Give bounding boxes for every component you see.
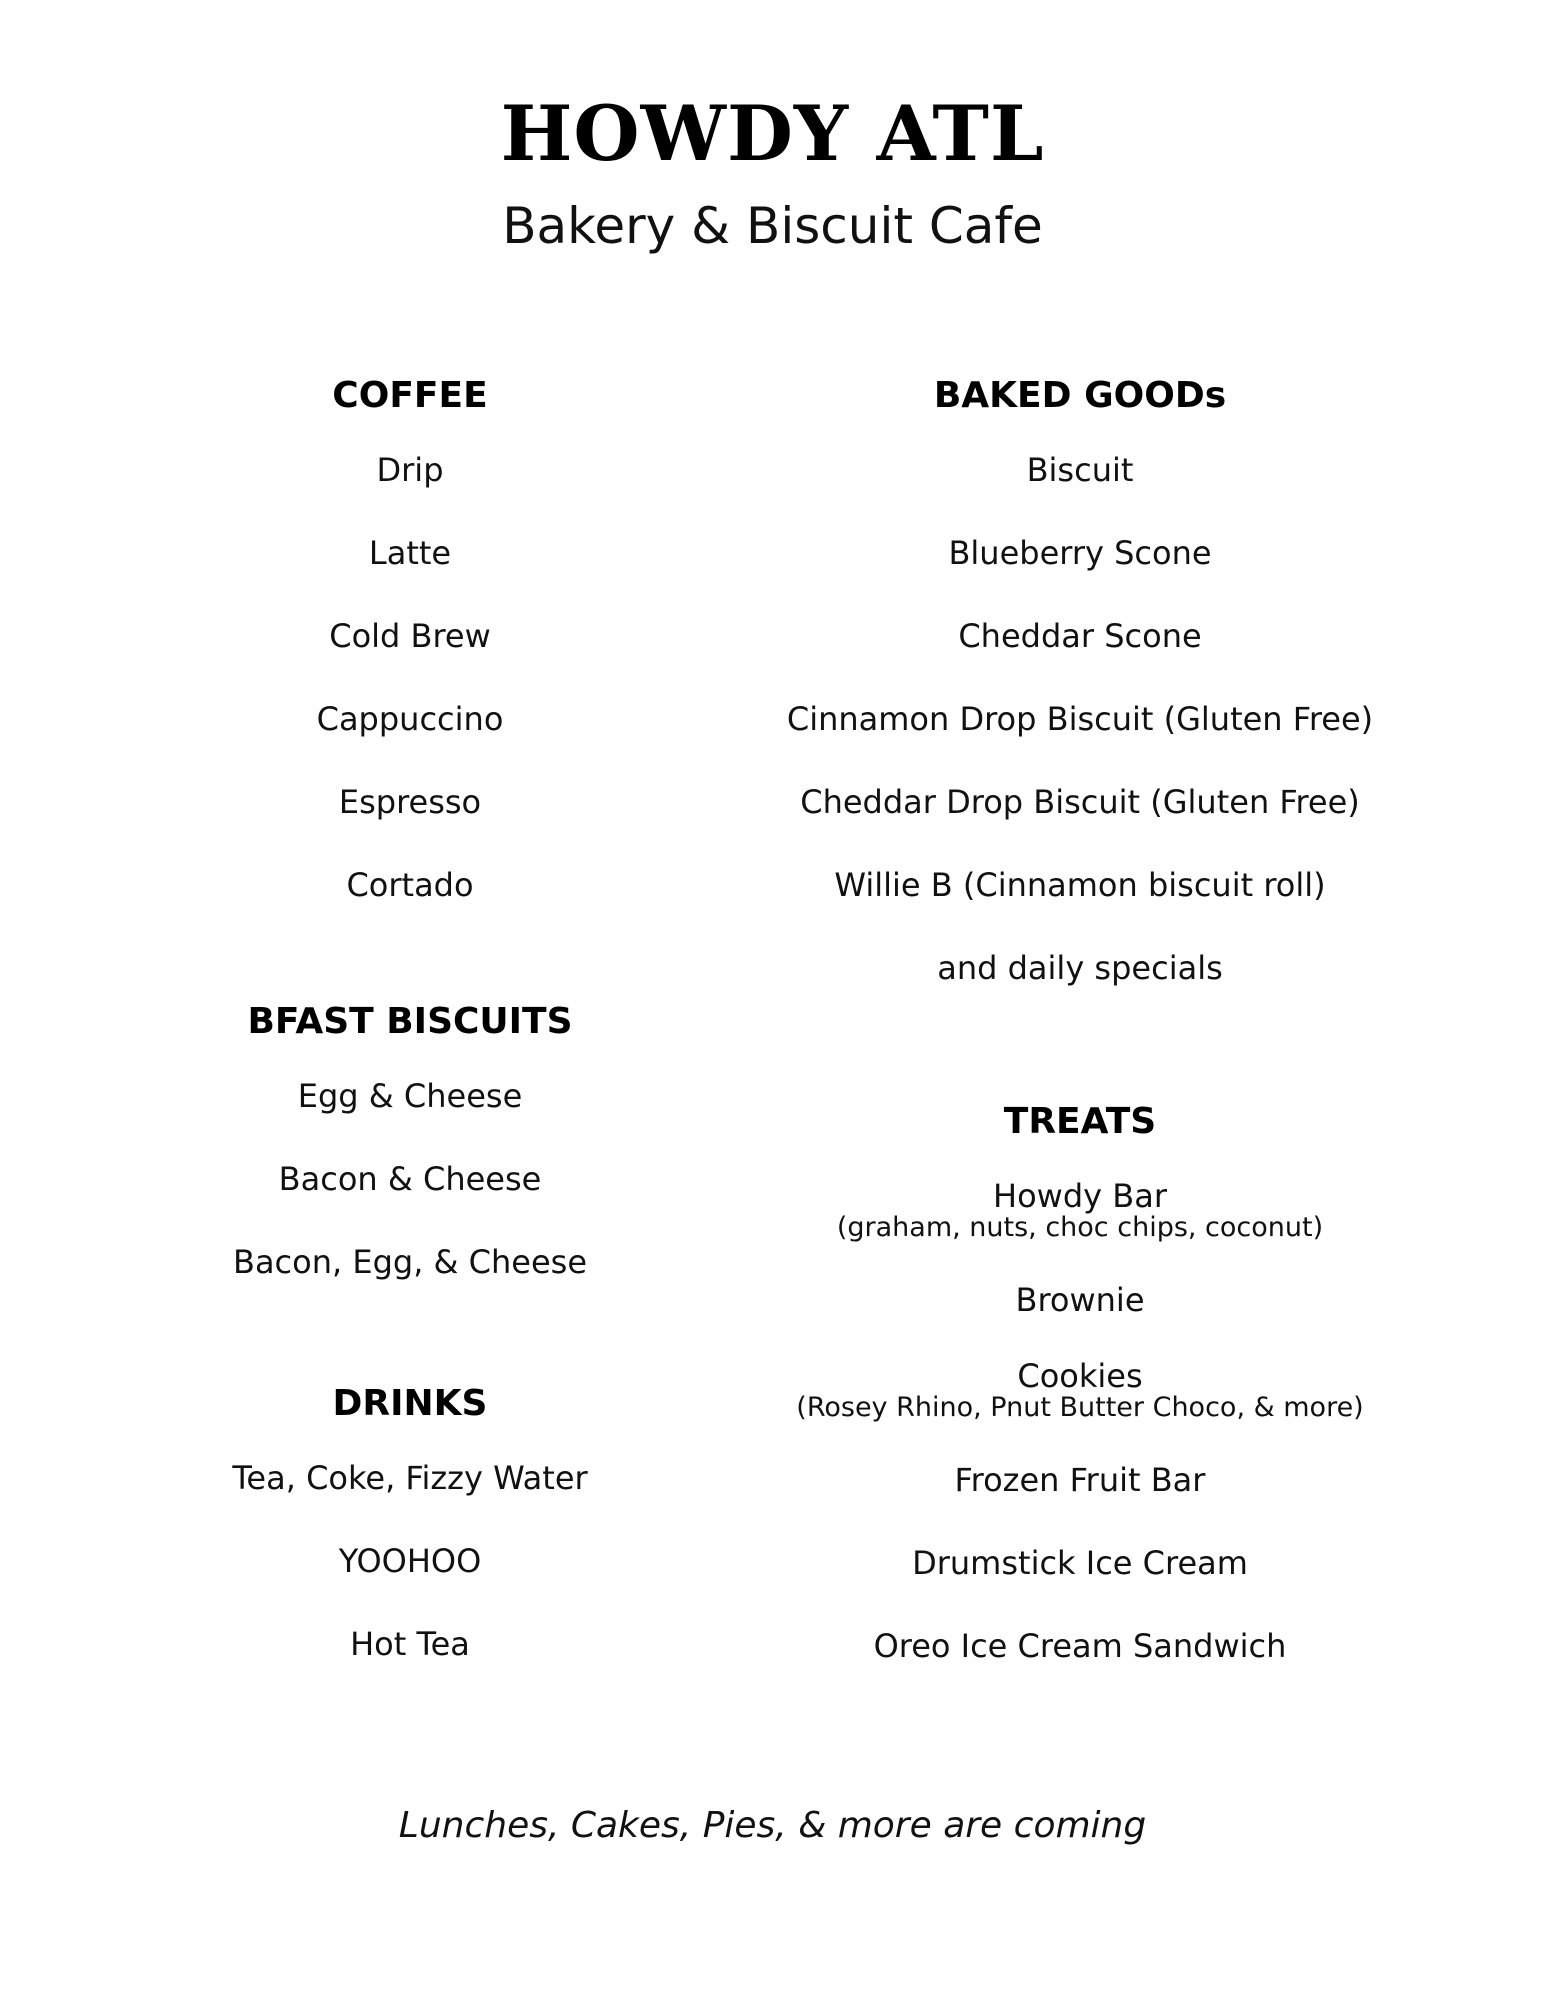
- bfast-biscuits-heading: BFAST BISCUITS: [247, 1001, 573, 1042]
- bfast-biscuits-section: [210, 1000, 610, 1325]
- menu-item: Willie B (Cinnamon biscuit roll): [834, 866, 1326, 904]
- coffee-heading: COFFEE: [332, 375, 488, 416]
- menu-item: Cortado: [346, 866, 474, 904]
- menu-item: Bacon, Egg, & Cheese: [232, 1243, 588, 1281]
- menu-item: and daily specials: [937, 949, 1223, 987]
- menu-item-note: (graham, nuts, choc chips, coconut): [836, 1212, 1324, 1243]
- treats-section: [760, 1100, 1400, 1709]
- baked-goods-heading: BAKED GOODs: [933, 375, 1227, 416]
- baked-goods-section: [760, 374, 1400, 1031]
- menu-item: Cheddar Scone: [958, 617, 1202, 655]
- right-column: [760, 0, 1400, 2000]
- menu-item: Hot Tea: [350, 1625, 470, 1663]
- menu-item: Tea, Coke, Fizzy Water: [232, 1459, 588, 1497]
- menu-item: Brownie: [1015, 1281, 1145, 1319]
- coffee-section: [210, 374, 610, 948]
- menu-item: Oreo Ice Cream Sandwich: [873, 1627, 1287, 1665]
- footer-note: Lunches, Cakes, Pies, & more are coming: [398, 1805, 1147, 1846]
- menu-item: Frozen Fruit Bar: [954, 1461, 1206, 1499]
- page-title: HOWDY ATL: [500, 89, 1045, 178]
- menu-item: Drumstick Ice Cream: [912, 1544, 1248, 1582]
- menu-item: Cookies: [1017, 1357, 1143, 1395]
- menu-item: Latte: [368, 534, 452, 572]
- left-column: [210, 0, 610, 2000]
- menu-item: Howdy Bar: [993, 1177, 1167, 1215]
- menu-item: Cheddar Drop Biscuit (Gluten Free): [800, 783, 1360, 821]
- menu-item: YOOHOO: [338, 1542, 482, 1580]
- menu-item: Biscuit: [1026, 451, 1134, 489]
- treats-heading: TREATS: [1003, 1101, 1157, 1142]
- menu-item: Drip: [376, 451, 444, 489]
- menu-item-note: (Rosey Rhino, Pnut Butter Choco, & more): [796, 1392, 1364, 1423]
- menu-item: Cinnamon Drop Biscuit (Gluten Free): [786, 700, 1374, 738]
- page-subtitle: Bakery & Biscuit Cafe: [502, 197, 1043, 255]
- menu-item: Cappuccino: [316, 700, 504, 738]
- menu-item: Blueberry Scone: [948, 534, 1212, 572]
- menu-item: Cold Brew: [329, 617, 491, 655]
- menu-item: Bacon & Cheese: [278, 1160, 542, 1198]
- drinks-heading: DRINKS: [332, 1383, 488, 1424]
- menu-item: Egg & Cheese: [297, 1077, 523, 1115]
- drinks-section: [210, 1382, 610, 1707]
- menu-item: Espresso: [338, 783, 482, 821]
